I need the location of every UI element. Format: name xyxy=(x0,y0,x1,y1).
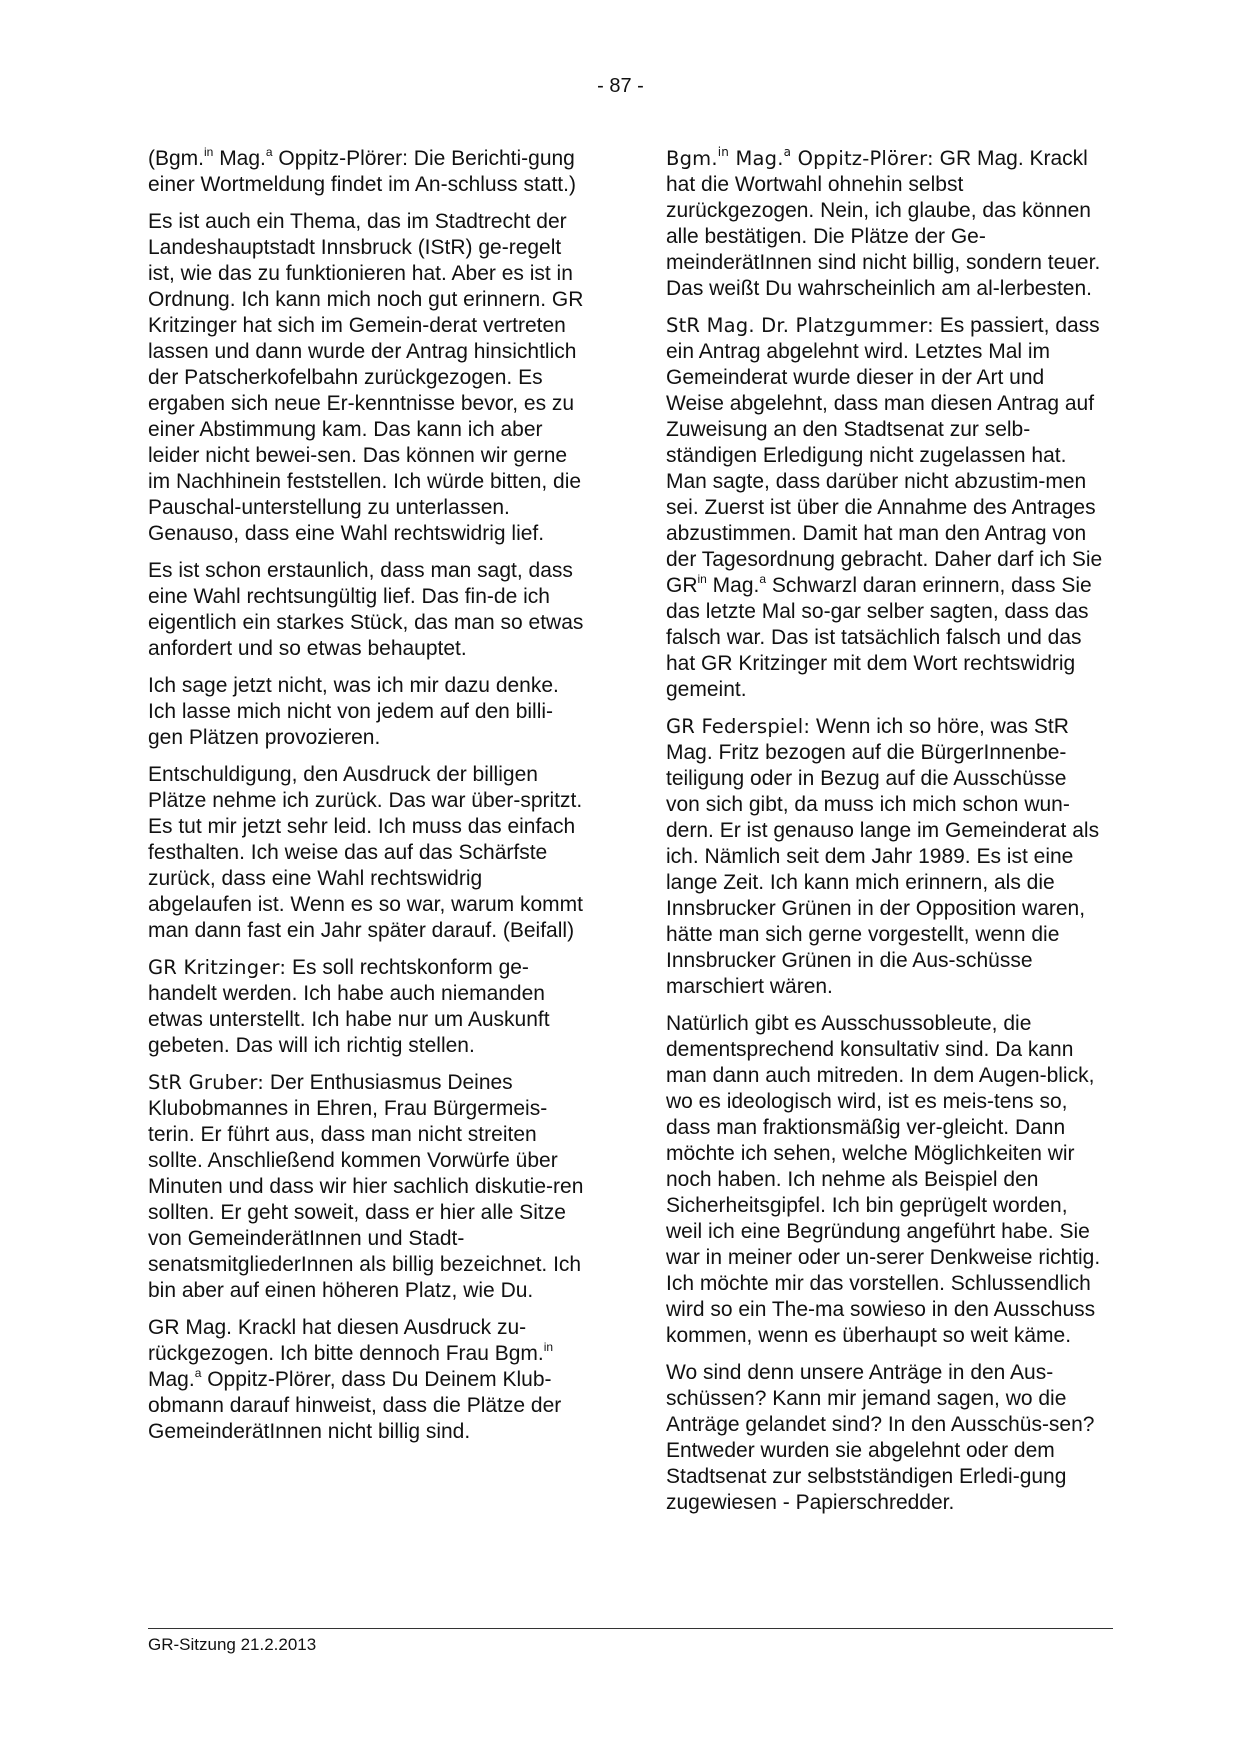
speaker-name: StR Gruber: xyxy=(148,1071,265,1094)
speaker-name: GR Federspiel: xyxy=(666,715,811,738)
right-paragraph-3: GR Federspiel: Wenn ich so höre, was StR Mag. Fritz bezogen auf die BürgerInnenbe-teiligung oder in Bezug auf die Ausschüsse von sich gibt, da muss ich mich schon wun-dern. Er ist genauso lange im Gemeinderat als ich. Nämlich seit dem Jahr 1989. Es ist eine lange Zeit. Ich kann mich erinnern, als die Innsbrucker Grünen in der Opposition waren, hätte man sich gerne vorgestellt, wenn die Innsbrucker Grünen in die Aus-schüsse marschiert wären. xyxy=(666,715,1100,998)
right-paragraph-2: StR Mag. Dr. Platzgummer: Es passiert, dass ein Antrag abgelehnt wird. Letztes Mal im Gemeinderat wurde dieser in der Art und Weise abgelehnt, dass man diesen Antrag auf Zuweisung an den Stadtsenat zur selb-ständigen Erledigung nicht zugelassen hat. Man sagte, dass darüber nicht abzustim-men sei. Zuerst ist über die Annahme des Antrages abzustimmen. Damit hat man den Antrag von der Tagesordnung gebracht. Daher darf ich Sie $GR^{in}$ Mag.$^a$ Schwarzl daran erinnern, dass Sie das letzte Mal so-gar selber sagten, dass das falsch war. Das ist tatsächlich falsch und das hat GR Kritzinger mit dem Wort rechtswidrig gemeint. xyxy=(666,314,1103,701)
speaker-name: Bgm.$^{in}$ Mag.$^a$ Oppitz-Plörer: xyxy=(666,145,934,170)
left-paragraph-4: Ich sage jetzt nicht, was ich mir dazu denke. Ich lasse mich nicht von jedem auf den billi-gen Plätzen provozieren. xyxy=(148,674,559,749)
left-paragraph-1: (Bgm.$^{in}$ Mag.$^a$ Oppitz-Plörer: Die Berichti-gung einer Wortmeldung findet im An-schluss statt.) xyxy=(148,145,576,196)
left-paragraph-3: Es ist schon erstaunlich, dass man sagt, dass eine Wahl rechtsungültig lief. Das fin-de ich eigentlich ein starkes Stück, das man so etwas anfordert und so etwas behauptet. xyxy=(148,559,584,660)
left-paragraph-8: GR Mag. Krackl hat diesen Ausdruck zu-rückgezogen. Ich bitte dennoch Frau Bgm.$^{in}$ Mag.$^a$ Oppitz-Plörer, dass Du Deinem Klub-obmann darauf hinweist, dass die Plätze der GemeinderätInnen nicht billig sind. xyxy=(148,1316,562,1443)
page-number: - 87 - xyxy=(597,75,644,97)
footer-divider xyxy=(148,1628,1113,1629)
footer-session-date: GR-Sitzung 21.2.2013 xyxy=(148,1635,317,1654)
speaker-name: StR Mag. Dr. Platzgummer: xyxy=(666,314,934,337)
left-paragraph-6: GR Kritzinger: Es soll rechtskonform ge-handelt werden. Ich habe auch niemanden etwas unterstellt. Ich habe nur um Auskunft gebeten. Das will ich richtig stellen. xyxy=(148,956,550,1057)
left-paragraph-7: StR Gruber: Der Enthusiasmus Deines Klubobmannes in Ehren, Frau Bürgermeis-terin. Er führt aus, dass man nicht streiten sollte. Anschließend kommen Vorwürfe über Minuten und dass wir hier sachlich diskutie-ren sollten. Er geht soweit, dass er hier alle Sitze von GemeinderätInnen und Stadt-senatsmitgliederInnen als billig bezeichnet. Ich bin aber auf einen höheren Platz, wie Du. xyxy=(148,1071,584,1302)
right-paragraph-1: Bgm.$^{in}$ Mag.$^a$ Oppitz-Plörer: GR Mag. Krackl hat die Wortwahl ohnehin selbst zurückgezogen. Nein, ich glaube, das können alle bestätigen. Die Plätze der Ge-meinderätInnen sind nicht billig, sondern teuer. Das weißt Du wahrscheinlich am al-lerbesten. xyxy=(666,145,1101,300)
left-paragraph-2: Es ist auch ein Thema, das im Stadtrecht der Landeshauptstadt Innsbruck (IStR) ge-regelt ist, wie das zu funktionieren hat. Aber es ist in Ordnung. Ich kann mich noch gut erinnern. GR Kritzinger hat sich im Gemein-derat vertreten lassen und dann wurde der Antrag hinsichtlich der Patscherkofelbahn zurückgezogen. Es ergaben sich neue Er-kenntnisse bevor, es zu einer Abstimmung kam. Das kann ich aber leider nicht bewei-sen. Das können wir gerne im Nachhinein feststellen. Ich würde bitten, die Pauschal-unterstellung zu unterlassen. Genauso, dass eine Wahl rechtswidrig lief. xyxy=(148,210,584,545)
right-paragraph-5: Wo sind denn unsere Anträge in den Aus-schüssen? Kann mir jemand sagen, wo die Anträge gelandet sind? In den Ausschüs-sen? Entweder wurden sie abgelehnt oder dem Stadtsenat zur selbstständigen Erledi-gung zugewiesen - Papierschredder. xyxy=(666,1361,1095,1514)
left-paragraph-5: Entschuldigung, den Ausdruck der billigen Plätze nehme ich zurück. Das war über-spritzt. Es tut mir jetzt sehr leid. Ich muss das einfach festhalten. Ich weise das auf das Schärfste zurück, dass eine Wahl rechtswidrig abgelaufen ist. Wenn es so war, warum kommt man dann fast ein Jahr später darauf. (Beifall) xyxy=(148,763,583,942)
right-column xyxy=(666,146,1106,1527)
speaker-name: GR Kritzinger: xyxy=(148,956,287,979)
left-column xyxy=(148,146,588,1456)
right-paragraph-4: Natürlich gibt es Ausschussobleute, die dementsprechend konsultativ sind. Da kann man dann auch mitreden. In dem Augen-blick, wo es ideologisch wird, ist es meis-tens so, dass man fraktionsmäßig ver-gleicht. Dann möchte ich sehen, welche Möglichkeiten wir noch haben. Ich nehme als Beispiel den Sicherheitsgipfel. Ich bin geprügelt worden, weil ich eine Begründung angeführt habe. Sie war in meiner oder un-serer Denkweise richtig. Ich möchte mir das vorstellen. Schlussendlich wird so ein The-ma sowieso in den Ausschuss kommen, wenn es überhaupt so weit käme. xyxy=(666,1012,1101,1347)
